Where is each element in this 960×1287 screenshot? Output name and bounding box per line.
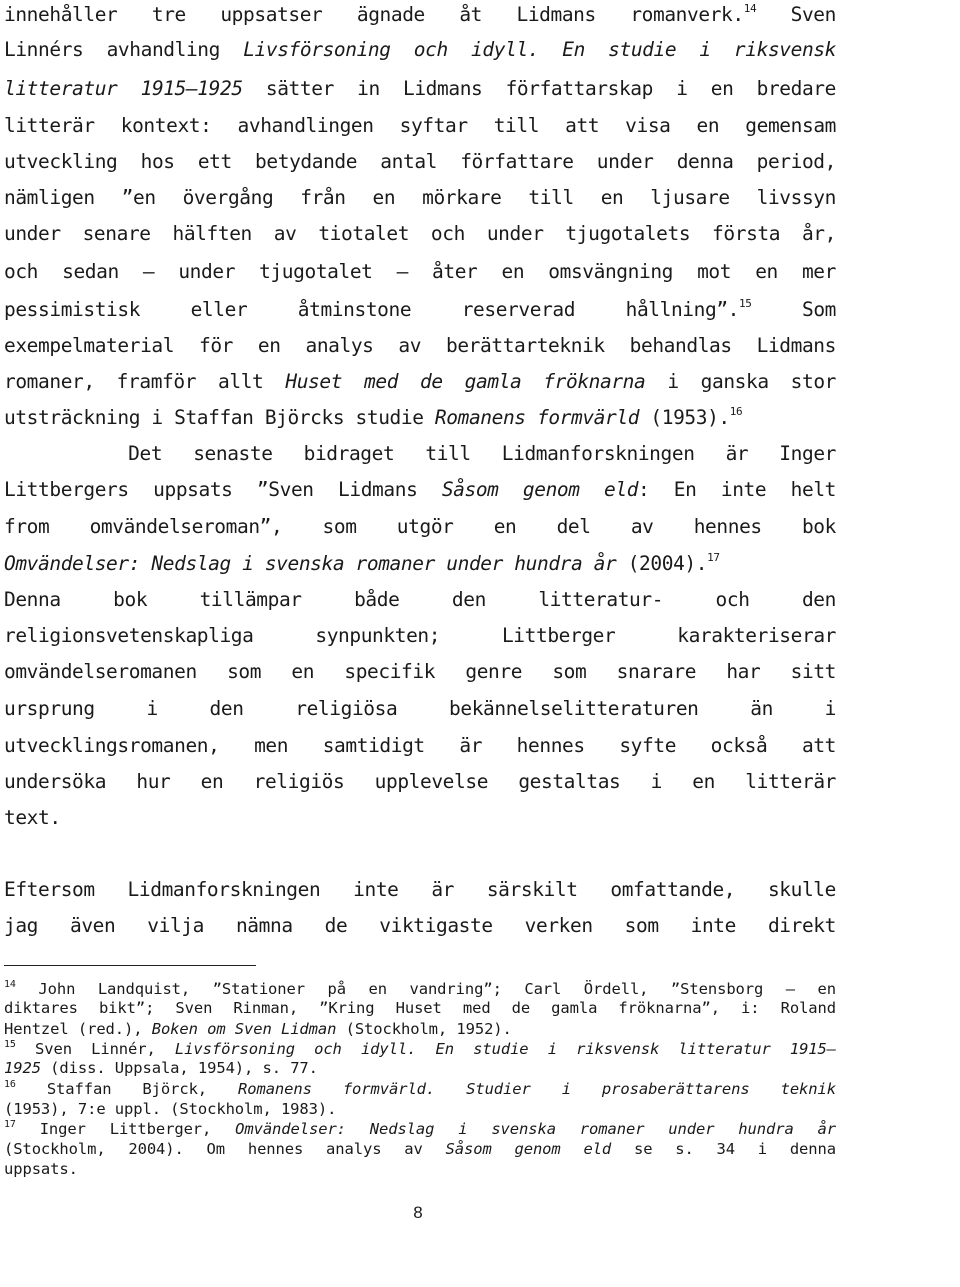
italic-text: Huset med de gamla fröknarna xyxy=(285,370,646,393)
text-run: Littbergers uppsats ”Sven Lidmans xyxy=(4,478,442,501)
footnote-reference: 14 xyxy=(4,980,16,990)
text-run: text. xyxy=(4,806,61,829)
body-text-line xyxy=(4,624,836,648)
text-run: romaner, framför allt xyxy=(4,370,286,393)
text-run: exempelmaterial för en analys av berättarteknik behandlas Lidmans xyxy=(4,334,836,357)
italic-text: Såsom genom eld xyxy=(441,478,639,501)
text-run: under senare hälften av tiotalet och under tjugotalets första år, xyxy=(4,222,836,245)
italic-text: Livsförsoning och idyll. En studie i riksvensk xyxy=(243,38,836,61)
body-text-line xyxy=(4,222,836,246)
footnote-line xyxy=(4,1100,836,1119)
body-text-line xyxy=(4,734,836,758)
text-run: ursprung i den religiösa bekännelselitteraturen än i xyxy=(4,697,836,720)
italic-text: Omvändelser: Nedslag i svenska romaner under hundra år xyxy=(4,552,617,575)
body-text-line xyxy=(4,478,836,502)
text-run: John Landquist, ”Stationer på en vandring”; Carl Ördell, ”Stensborg – en xyxy=(15,980,836,998)
italic-text: Romanens formvärld. Studier i prosaberättarens teknik xyxy=(238,1080,836,1098)
text-run: (1953), 7:e uppl. (Stockholm, 1983). xyxy=(4,1100,337,1118)
text-run: Det senaste bidraget till Lidmanforskningen är Inger xyxy=(4,442,836,465)
text-run: from omvändelseroman”, som utgör en del av hennes bok xyxy=(4,515,836,538)
footnote-line xyxy=(4,1040,836,1059)
text-run: religionsvetenskapliga synpunkten; Littberger karakteriserar xyxy=(4,624,836,647)
italic-text: Livsförsoning och idyll. En studie i riksvensk litteratur 1915– xyxy=(174,1040,836,1058)
italic-text: litteratur 1915–1925 xyxy=(4,77,243,100)
text-run: utvecklingsromanen, men samtidigt är hennes syfte också att xyxy=(4,734,836,757)
footnote-line xyxy=(4,980,836,999)
body-text-line xyxy=(4,515,836,539)
text-run: sätter in Lidmans författarskap i en bredare xyxy=(242,77,836,100)
body-text-line xyxy=(4,114,836,138)
text-run: undersöka hur en religiös upplevelse gestaltas i en litterär xyxy=(4,770,836,793)
body-text-line xyxy=(4,38,836,62)
footnote-separator xyxy=(4,965,256,966)
body-text-line xyxy=(4,442,836,466)
text-run: litterär kontext: avhandlingen syftar till att visa en gemensam xyxy=(4,114,836,137)
footnote-line xyxy=(4,1160,836,1179)
body-text-line xyxy=(4,806,836,830)
text-run: och sedan – under tjugotalet – åter en omsvängning mot en mer xyxy=(4,260,836,283)
body-text-line xyxy=(4,77,836,101)
text-run: omvändelseromanen som en specifik genre som snarare har sitt xyxy=(4,660,836,683)
text-run: Staffan Björck, xyxy=(15,1080,238,1098)
text-run: Sven xyxy=(756,3,836,26)
text-run: innehåller tre uppsatser ägnade åt Lidmans romanverk. xyxy=(4,3,744,26)
text-run: Sven Linnér, xyxy=(15,1040,175,1058)
body-text-line xyxy=(4,914,836,938)
body-text-line xyxy=(4,3,836,27)
body-text-line xyxy=(4,298,836,322)
text-run: uppsats. xyxy=(4,1160,78,1178)
body-text-line xyxy=(4,697,836,721)
text-run: Som xyxy=(751,298,836,321)
footnote-line xyxy=(4,1059,836,1078)
text-run: utveckling hos ett betydande antal författare under denna period, xyxy=(4,150,836,173)
text-run: Linnérs avhandling xyxy=(4,38,244,61)
footnote-reference: 16 xyxy=(4,1080,16,1090)
text-run: (Stockholm, 1952). xyxy=(336,1020,512,1038)
text-run: se s. 34 i denna xyxy=(611,1140,836,1158)
italic-text: Romanens formvärld xyxy=(434,406,640,429)
text-run: Eftersom Lidmanforskningen inte är särskilt omfattande, skulle xyxy=(4,878,836,901)
footnote-line xyxy=(4,999,836,1018)
footnote-reference: 16 xyxy=(729,405,743,418)
footnote-line xyxy=(4,1120,836,1139)
text-run: utsträckning i Staffan Björcks studie xyxy=(4,406,435,429)
footnote-line xyxy=(4,1140,836,1159)
body-text-line xyxy=(4,770,836,794)
body-text-line xyxy=(4,334,836,358)
footnote-line xyxy=(4,1080,836,1099)
text-run: i ganska stor xyxy=(645,370,836,393)
body-text-line xyxy=(4,406,836,430)
body-text-line xyxy=(4,150,836,174)
text-run: Denna bok tillämpar både den litteratur- och den xyxy=(4,588,836,611)
text-run: nämligen ”en övergång från en mörkare till en ljusare livssyn xyxy=(4,186,836,209)
body-text-line xyxy=(4,186,836,210)
italic-text: Boken om Sven Lidman xyxy=(151,1020,337,1038)
footnote-reference: 17 xyxy=(707,551,720,564)
body-text-line xyxy=(4,552,836,576)
text-run: Inger Littberger, xyxy=(15,1120,236,1138)
body-text-line xyxy=(4,260,836,284)
footnote-reference: 17 xyxy=(4,1120,16,1130)
italic-text: Såsom genom eld xyxy=(445,1140,612,1158)
body-text-line xyxy=(4,370,836,394)
italic-text: 1925 xyxy=(4,1059,41,1077)
page-number: 8 xyxy=(413,1203,423,1222)
body-text-line xyxy=(4,588,836,612)
text-run: diktares bikt”; Sven Rinman, ”Kring Huset med de gamla fröknarna”, i: Roland xyxy=(4,999,836,1017)
footnote-reference: 14 xyxy=(743,3,757,15)
text-run: (2004). xyxy=(616,552,708,575)
footnote-reference: 15 xyxy=(739,298,752,310)
text-run: jag även vilja nämna de viktigaste verken som inte direkt xyxy=(4,914,836,937)
text-run: (Stockholm, 2004). Om hennes analys av xyxy=(4,1140,446,1158)
body-text-line xyxy=(4,878,836,902)
text-run: Hentzel (red.), xyxy=(4,1020,152,1038)
body-text-line xyxy=(4,660,836,684)
footnote-line xyxy=(4,1020,836,1039)
text-run: (1953). xyxy=(639,406,730,429)
italic-text: Omvändelser: Nedslag i svenska romaner under hundra år xyxy=(235,1120,836,1138)
text-run: (diss. Uppsala, 1954), s. 77. xyxy=(40,1059,318,1077)
text-run: pessimistisk eller åtminstone reserverad hållning”. xyxy=(4,298,740,321)
footnote-reference: 15 xyxy=(4,1040,16,1050)
text-run: : En inte helt xyxy=(638,478,836,501)
